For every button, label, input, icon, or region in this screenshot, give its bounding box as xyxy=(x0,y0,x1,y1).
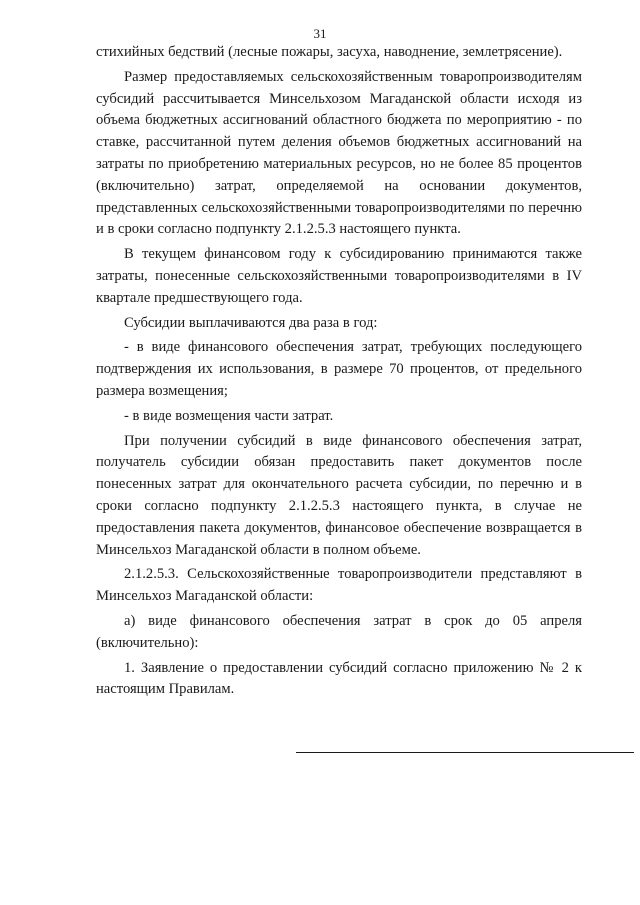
paragraph: Размер предоставляемых сельскохозяйственным товаропроизводителям субсидий рассчитывается Минсельхозом Магаданской области исходя из объема бюджетных ассигнований областного бюджета по мероприятию - по ставке, рассчитанной путем деления объемов бюджетных ассигнований на затраты по приобретению материальных ресурсов, но не более 85 процентов (включительно) затрат, определяемой на основании документов, представленных сельскохозяйственными товаропроизводителями по перечню и в сроки согласно подпункту 2.1.2.5.3 настоящего пункта. xyxy=(96,68,582,238)
paragraph: 2.1.2.5.3. Сельскохозяйственные товаропроизводители представляют в Минсельхоз Магаданской области: xyxy=(96,566,582,605)
paragraph: а) виде финансового обеспечения затрат в срок до 05 апреля (включительно): xyxy=(96,612,582,651)
page-number: 31 xyxy=(313,26,327,41)
document-body xyxy=(96,42,582,701)
footer-rule xyxy=(296,752,634,753)
paragraph: При получении субсидий в виде финансового обеспечения затрат, получатель субсидии обязан предоставить пакет документов после понесенных затрат для окончательного расчета субсидии, по перечню и в сроки согласно подпункту 2.1.2.5.3 настоящего пункта, в случае не предоставления пакета документов, финансовое обеспечение возвращается в Минсельхоз Магаданской области в полном объеме. xyxy=(96,432,582,558)
paragraph: В текущем финансовом году к субсидированию принимаются также затраты, понесенные сельскохозяйственными товаропроизводителями в IV квартале предшествующего года. xyxy=(96,246,582,306)
paragraph: - в виде финансового обеспечения затрат, требующих последующего подтверждения их использования, в размере 70 процентов, от предельного размера возмещения; xyxy=(96,339,582,399)
paragraph: Субсидии выплачиваются два раза в год: xyxy=(124,314,378,331)
paragraph: 1. Заявление о предоставлении субсидий согласно приложению № 2 к настоящим Правилам. xyxy=(96,659,582,698)
paragraph: - в виде возмещения части затрат. xyxy=(124,407,334,424)
paragraph: стихийных бедствий (лесные пожары, засуха, наводнение, землетрясение). xyxy=(96,44,563,60)
